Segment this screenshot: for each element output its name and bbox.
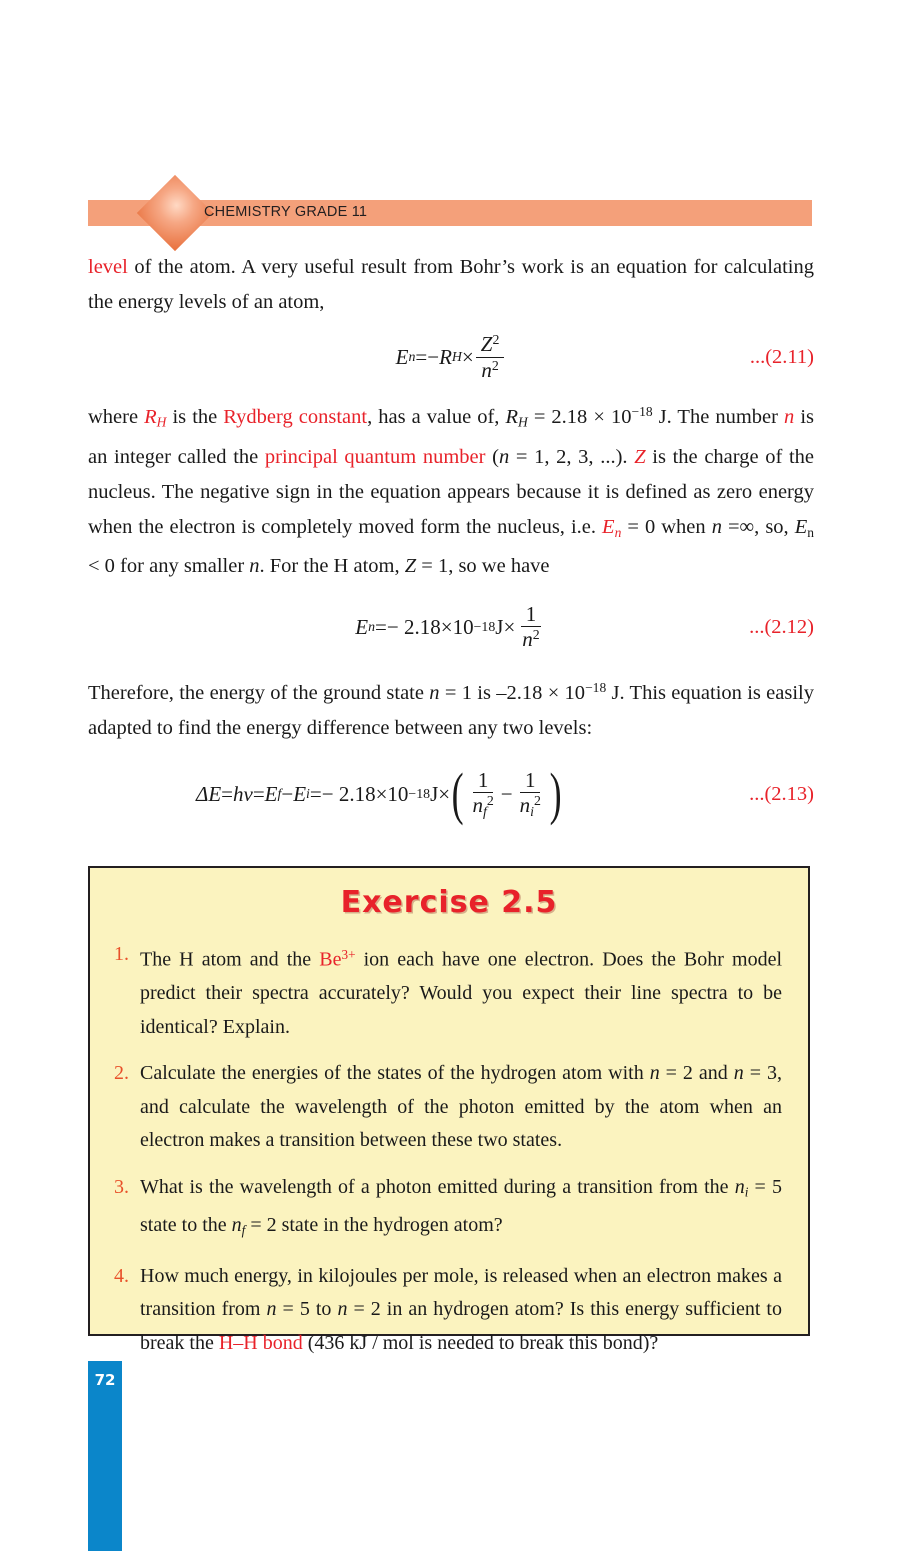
eq211-den-sup: 2 xyxy=(491,357,499,373)
header-title: CHEMISTRY GRADE 11 xyxy=(204,204,368,220)
eq212-equals: = xyxy=(375,614,387,639)
exercise-item-2 xyxy=(140,1057,782,1158)
para3-n: n xyxy=(429,682,440,705)
eq211-denominator xyxy=(476,358,503,382)
ex2-n1: n xyxy=(649,1062,660,1085)
para2-en2-base: E xyxy=(794,515,808,538)
eq213-paren-close: ) xyxy=(549,761,562,827)
eq211-r-sub: H xyxy=(451,349,462,364)
para2-s14: = 1, so we have xyxy=(416,555,550,578)
eq213-minus1: − xyxy=(281,781,294,806)
eq212-den-base: n xyxy=(522,627,533,652)
equation-2-13-number: ...(2.13) xyxy=(749,782,814,805)
para2-s6: is an integer called the xyxy=(88,405,814,468)
page-body xyxy=(88,250,814,842)
para2-rh2-sub: H xyxy=(518,414,528,430)
eq211-fraction xyxy=(476,332,505,382)
para2-en-base: E xyxy=(602,515,615,538)
ex4-hh-bond-term: H–H bond xyxy=(218,1331,303,1354)
ex1-be-sup: 3+ xyxy=(341,947,356,962)
ex3-nf-base: n xyxy=(231,1213,242,1236)
para2-s7: ( xyxy=(485,445,499,468)
para2-s13: . For the H atom, xyxy=(259,555,405,578)
eq213-f1-denominator xyxy=(467,793,498,819)
exercise-box xyxy=(88,866,810,1354)
para3-s3: J. This equation is easily adapted to find the energy difference between any two levels: xyxy=(88,682,814,740)
para2-s11: =∞, so, xyxy=(721,515,795,538)
para2-n3: n xyxy=(711,515,722,538)
eq213-unit: J× xyxy=(430,781,451,806)
ex4-s2: = 5 to xyxy=(276,1298,338,1321)
ex2-s2: = 2 and xyxy=(659,1062,734,1085)
eq212-fraction xyxy=(517,603,544,652)
ex1-s2: ion each have one electron. Does the Bohr model predict their spectra accurately? Would you expect their line spectra to be identical? Explain. xyxy=(140,948,783,1038)
eq213-f2-den-base: n xyxy=(519,793,531,818)
eq213-ef-sub: f xyxy=(277,786,282,802)
para2-n-red: n xyxy=(784,405,795,428)
exercise-list xyxy=(114,938,782,1360)
para1-rest: of the atom. A very useful result from Bohr’s work is an equation for calculating the energy levels of an atom, xyxy=(88,256,814,313)
para2-s4-sup: −18 xyxy=(631,404,653,419)
eq213-paren-open: ( xyxy=(451,761,464,827)
eq213-f1-den-sup: 2 xyxy=(486,793,494,809)
para3-s2: = 1 is –2.18 × 10 xyxy=(439,682,586,705)
eq211-num-base: Z xyxy=(480,331,493,356)
para2-en2-sub: n xyxy=(807,524,815,540)
para2-s4: = 2.18 × 10 xyxy=(527,405,632,428)
ex2-s3: = 3, and calculate the wavelength of the photon emitted by the atom when an electron makes a transition between these two states. xyxy=(140,1062,783,1152)
eq213-f1-den-base: n xyxy=(472,793,483,818)
para2-n2: n xyxy=(498,445,510,468)
para2-s2: is the xyxy=(166,405,224,428)
exercise-title: Exercise 2.5 xyxy=(340,885,558,920)
ex4-n1: n xyxy=(266,1298,277,1321)
eq213-eq1: = xyxy=(221,781,233,806)
eq213-ei-sub: i xyxy=(306,786,310,802)
ex3-nf-sub: f xyxy=(241,1222,246,1238)
eq213-expr: − 2.18×10 xyxy=(321,781,409,806)
eq213-f2-numerator: 1 xyxy=(520,769,541,794)
exercise-item-1 xyxy=(140,938,782,1044)
eq211-lhs-base: E xyxy=(395,344,409,369)
paragraph-1 xyxy=(88,250,814,320)
eq211-r-base: R xyxy=(439,344,452,369)
exercise-item-3 xyxy=(140,1171,782,1247)
eq212-unit: J× xyxy=(495,614,516,639)
eq213-fraction-1 xyxy=(467,769,498,820)
eq212-expr: − 2.18×10 xyxy=(386,614,474,639)
para2-s8: = 1, 2, 3, ...). xyxy=(509,445,635,468)
ex4-s1: How much energy, in kilojoules per mole, is released when an electron makes a transition from xyxy=(140,1264,782,1321)
equation-2-11 xyxy=(88,320,814,394)
para2-rydberg-term: Rydberg constant xyxy=(223,405,368,428)
equation-2-12-number: ...(2.12) xyxy=(749,615,814,638)
eq213-minus2: − xyxy=(500,781,513,806)
eq213-hv: hv xyxy=(233,781,253,806)
para2-s12: < 0 for any smaller xyxy=(88,555,250,578)
para2-s1: where xyxy=(88,405,145,428)
eq211-minus: − xyxy=(427,344,440,369)
eq213-f1-den-sub: f xyxy=(482,803,487,819)
para1-lead-red: level xyxy=(88,256,128,278)
eq212-numerator: 1 xyxy=(521,603,542,628)
eq211-lhs-sub: n xyxy=(408,349,416,364)
ex4-n2: n xyxy=(337,1298,348,1321)
para2-n4: n xyxy=(249,555,260,578)
ex3-s2: = 5 state to the xyxy=(140,1175,783,1236)
para2-rh2-base: R xyxy=(505,405,518,428)
eq213-f2-denominator xyxy=(515,793,546,819)
page-number: 72 xyxy=(94,1371,116,1389)
para2-rh1-base: R xyxy=(144,405,157,428)
paragraph-3 xyxy=(88,670,814,746)
ex4-s3: = 2 in an hydrogen atom? Is this energy sufficient to break the xyxy=(140,1298,782,1354)
equation-2-12 xyxy=(88,584,814,670)
para3-s2-sup: −18 xyxy=(585,680,607,696)
eq212-lhs-base: E xyxy=(355,614,369,639)
para2-s3: , has a value of, xyxy=(367,405,506,428)
eq212-lhs-sub: n xyxy=(368,619,376,635)
ex1-be-base: Be xyxy=(319,948,342,971)
exercise-item-4 xyxy=(140,1260,782,1361)
eq213-f2-den-sub: i xyxy=(530,803,534,819)
eq213-eq2: = xyxy=(252,781,265,806)
eq212-denominator xyxy=(517,627,544,651)
eq211-equals: = xyxy=(415,344,428,369)
ex2-n2: n xyxy=(733,1062,744,1085)
eq213-f2-den-sup: 2 xyxy=(533,793,541,809)
ex1-s1: The H atom and the xyxy=(140,948,320,971)
paragraph-2 xyxy=(88,394,814,584)
para2-en-sub: n xyxy=(614,524,622,540)
eq212-expr-sup: −18 xyxy=(473,619,496,635)
eq213-ei-base: E xyxy=(293,781,307,806)
para2-pqn-term: principal quantum number xyxy=(264,445,486,468)
equation-2-11-number: ...(2.11) xyxy=(749,345,814,368)
eq213-ef-base: E xyxy=(264,781,278,806)
para2-z-red: Z xyxy=(634,445,646,468)
eq211-numerator xyxy=(476,332,505,357)
para2-s9: is the charge of the nucleus. The negative sign in the equation appears because it is defined as zero energy when the electron is completely moved form the nucleus, i.e. xyxy=(88,445,815,538)
eq213-fraction-2 xyxy=(515,769,546,820)
para2-s10: = 0 when xyxy=(621,515,712,538)
diamond-icon xyxy=(137,175,213,251)
eq211-times: × xyxy=(461,344,474,369)
equation-2-13 xyxy=(88,746,814,842)
eq212-den-sup: 2 xyxy=(532,627,540,643)
para2-z-italic: Z xyxy=(404,555,417,578)
ex3-s1: What is the wavelength of a photon emitted during a transition from the xyxy=(140,1175,735,1198)
ex3-ni-sub: i xyxy=(744,1184,749,1200)
ex3-s3: = 2 state in the hydrogen atom? xyxy=(245,1213,503,1236)
para3-s1: Therefore, the energy of the ground state xyxy=(88,682,430,705)
eq213-expr-sup: −18 xyxy=(408,786,431,802)
eq211-num-sup: 2 xyxy=(492,332,500,348)
eq213-eq3: = xyxy=(309,781,322,806)
eq213-delta: ΔE xyxy=(196,781,222,806)
eq213-f1-numerator: 1 xyxy=(473,769,494,794)
ex3-ni-base: n xyxy=(734,1175,745,1198)
para2-s5: J. The number xyxy=(652,405,785,428)
ex4-s4: (436 kJ / mol is needed to break this bond)? xyxy=(302,1331,659,1354)
ex2-s1: Calculate the energies of the states of the hydrogen atom with xyxy=(140,1062,650,1085)
eq211-den-base: n xyxy=(481,357,492,382)
para2-rh1-sub: H xyxy=(156,414,167,430)
page-number-tab xyxy=(88,1361,122,1551)
